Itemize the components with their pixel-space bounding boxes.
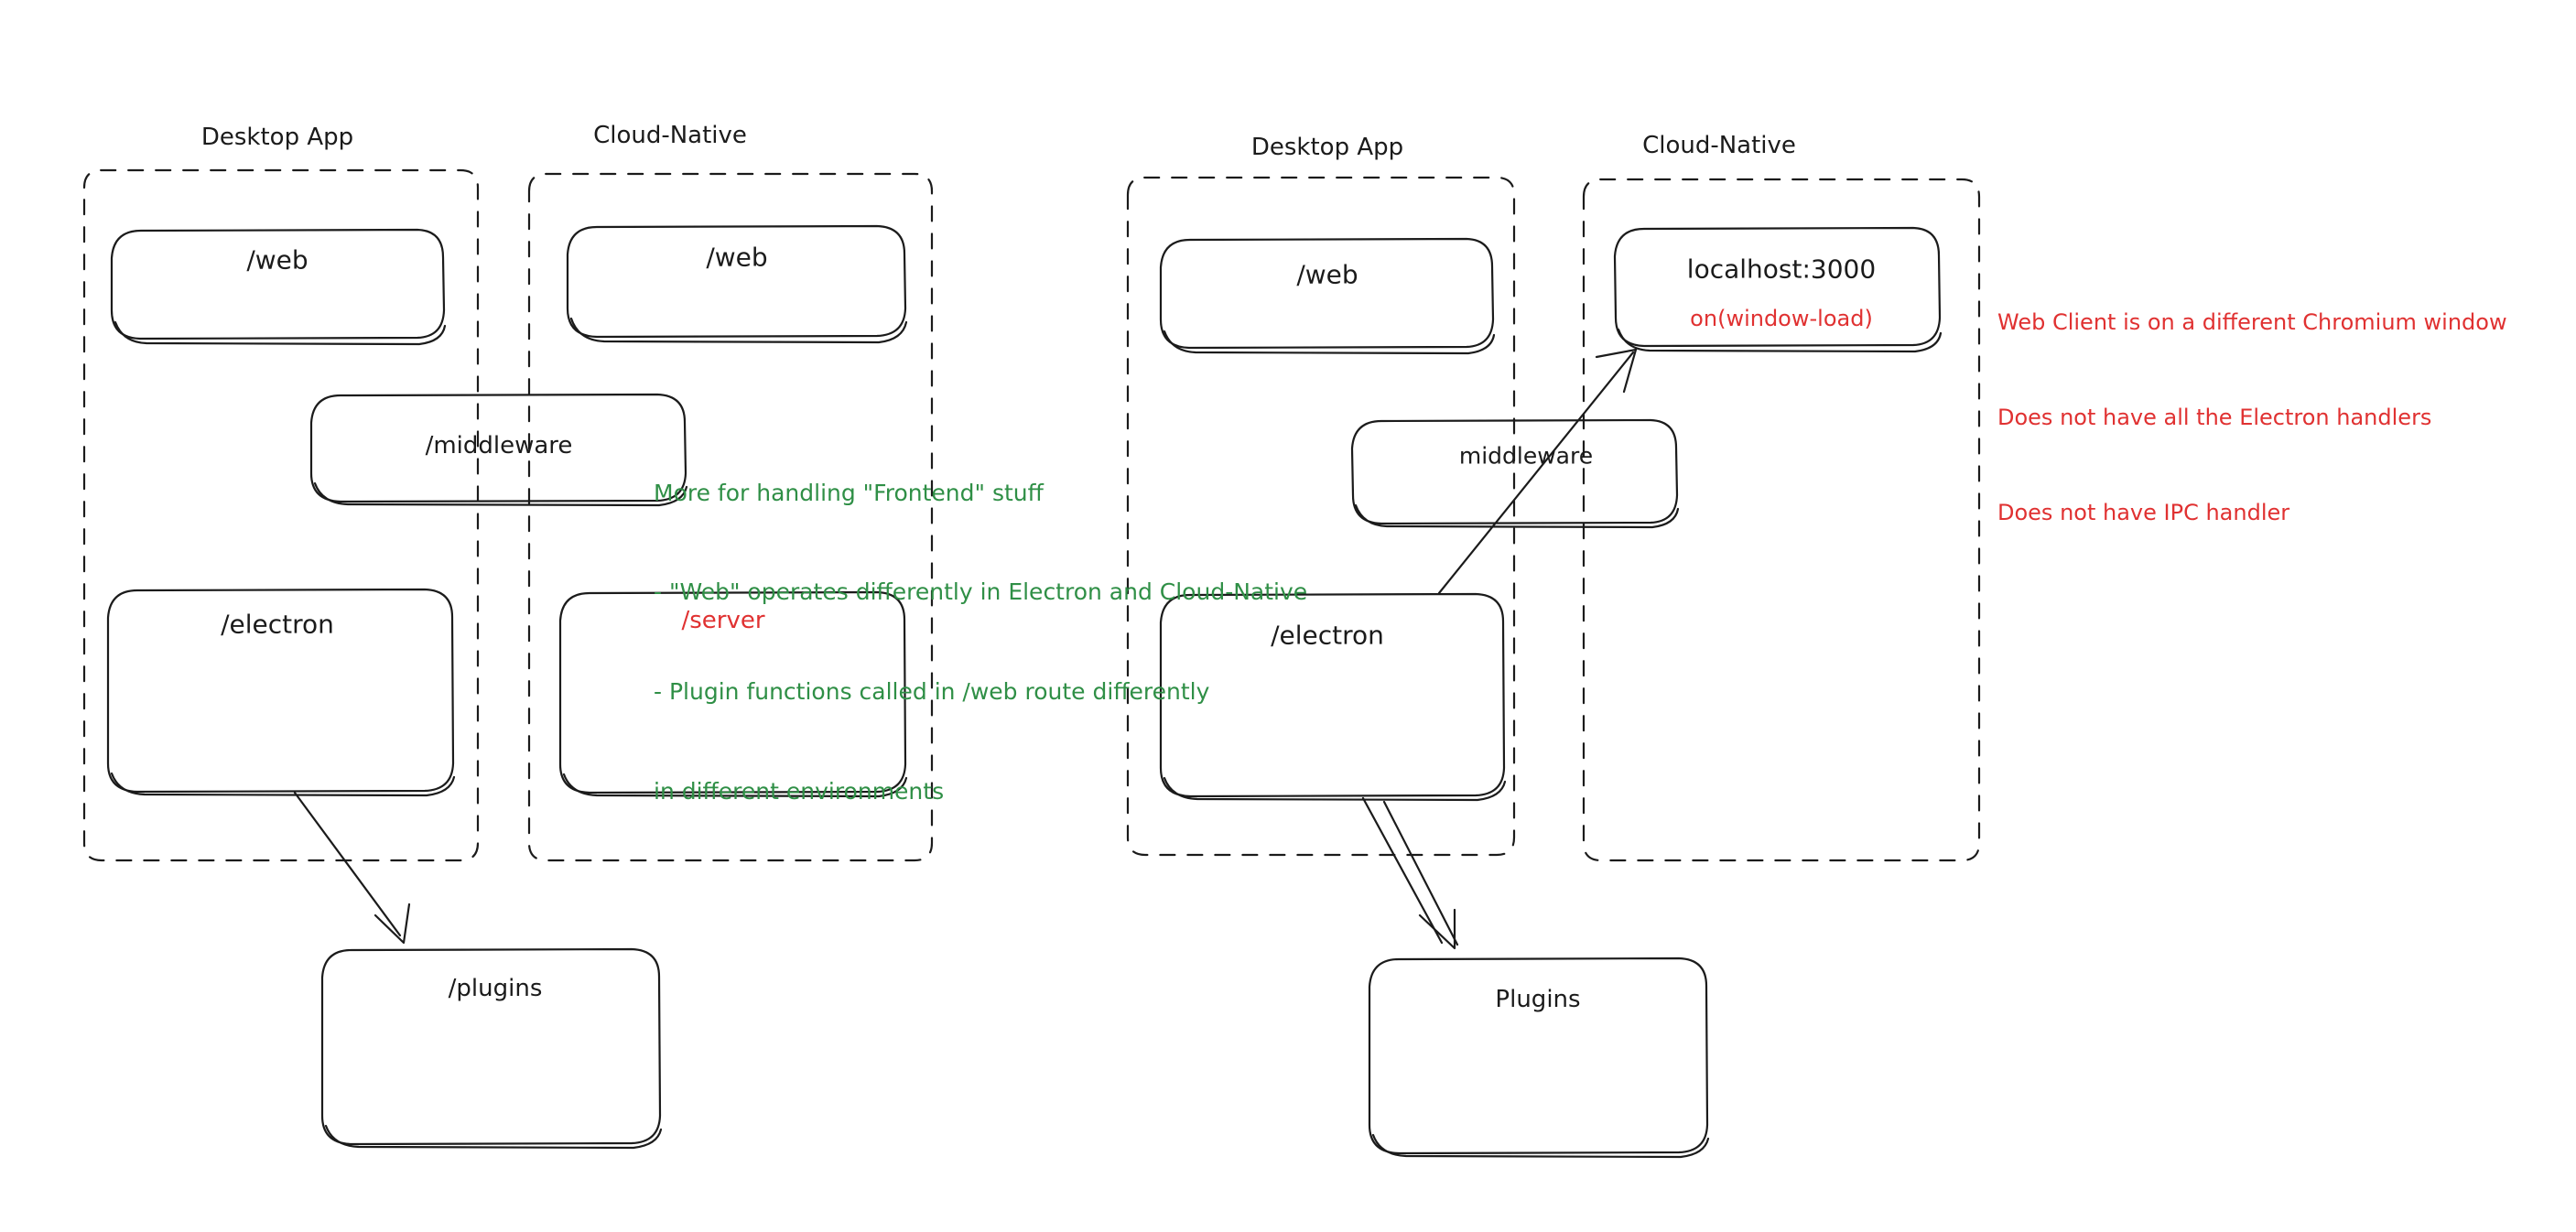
node-web-cloud-left[interactable]: /web — [706, 242, 768, 273]
node-web-desktop-right[interactable]: /web — [1296, 259, 1358, 290]
group-label-cloud-native-left: Cloud-Native — [593, 122, 747, 149]
annotation-green-line-3: - Plugin functions called in /web route differently — [654, 678, 1210, 705]
annotation-red-note — [1997, 243, 2507, 593]
annotation-red-line-1: Web Client is on a different Chromium window — [1997, 308, 2507, 335]
annotation-red-line-3: Does not have IPC handler — [1997, 500, 2290, 526]
annotation-green-line-1: More for handling "Frontend" stuff — [654, 479, 1044, 506]
annotation-green-note — [654, 410, 1307, 875]
node-plugins-left[interactable]: /plugins — [448, 975, 543, 1002]
node-server-left[interactable]: /server — [681, 607, 765, 634]
node-electron-right[interactable]: /electron — [1271, 620, 1384, 651]
node-web-desktop-left[interactable]: /web — [246, 244, 308, 276]
annotation-green-line-2: - "Web" operates differently in Electron and Cloud-Native — [654, 578, 1308, 606]
node-window-load-label: on(window-load) — [1690, 306, 1873, 331]
group-label-cloud-native-right: Cloud-Native — [1642, 132, 1796, 159]
node-middleware-right[interactable]: middleware — [1458, 442, 1594, 470]
group-label-desktop-app-right: Desktop App — [1250, 134, 1404, 161]
node-electron-left[interactable]: /electron — [221, 609, 334, 640]
node-middleware-left[interactable]: /middleware — [425, 432, 573, 459]
annotation-red-line-2: Does not have all the Electron handlers — [1997, 404, 2432, 430]
annotation-green-line-4: in different environments — [654, 777, 945, 805]
group-label-desktop-app-left: Desktop App — [200, 124, 354, 151]
node-plugins-right[interactable]: Plugins — [1495, 986, 1581, 1013]
node-localhost-3000[interactable]: localhost:3000 — [1686, 254, 1877, 285]
